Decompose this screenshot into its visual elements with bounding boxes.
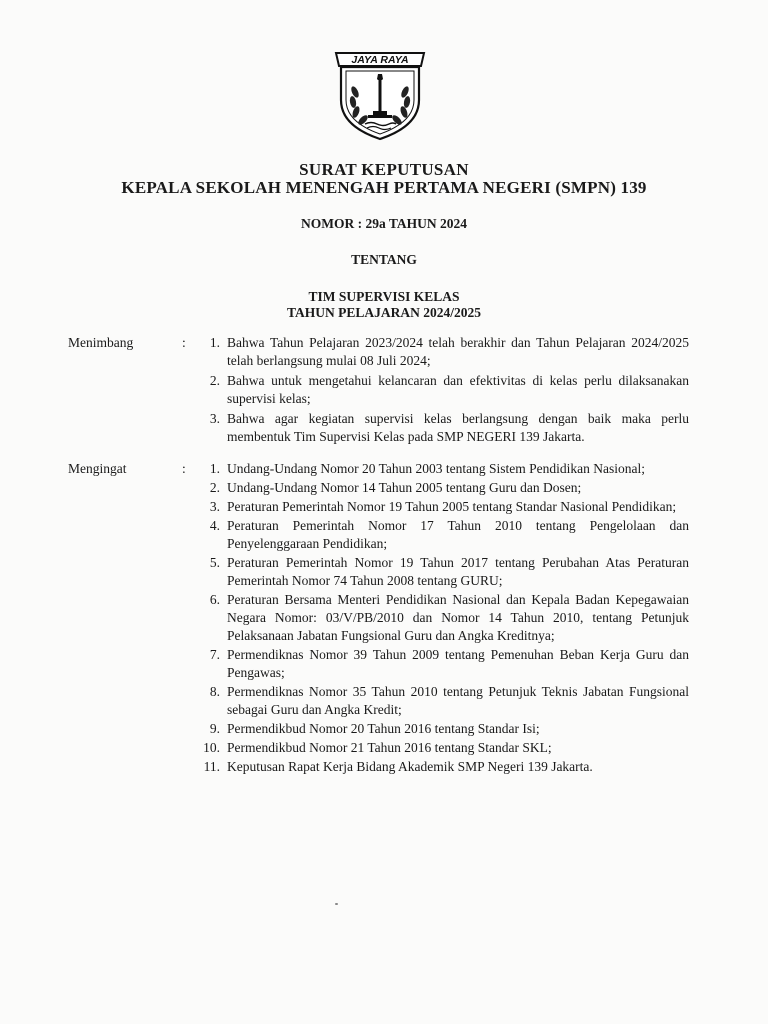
item-number: 6. [209, 592, 220, 607]
item-number: 1. [209, 461, 220, 476]
item-text: Bahwa agar kegiatan supervisi kelas berlangsung dengan baik maka perlu membentuk Tim Supervisi Kelas pada SMP NEGERI 139 Jakarta. [227, 411, 689, 444]
menimbang-label: Menimbang [68, 335, 134, 350]
menimbang-list [199, 334, 689, 448]
list-item [199, 517, 689, 553]
list-item [199, 479, 689, 497]
item-number: 8. [209, 684, 220, 699]
list-item [199, 720, 689, 738]
list-item [199, 739, 689, 757]
item-number: 10. [203, 740, 220, 755]
document-number: NOMOR : 29a TAHUN 2024 [301, 216, 467, 231]
item-text: Permendiknas Nomor 35 Tahun 2010 tentang Petunjuk Teknis Jabatan Fungsional sebagai Guru dan Angka Kredit; [227, 684, 689, 717]
list-item [199, 498, 689, 516]
item-text: Undang-Undang Nomor 14 Tahun 2005 tentang Guru dan Dosen; [227, 480, 582, 495]
list-item [199, 591, 689, 645]
subject-line-2: TAHUN PELAJARAN 2024/2025 [286, 305, 481, 320]
mengingat-list [199, 460, 689, 777]
list-item [199, 554, 689, 590]
item-number: 2. [209, 480, 220, 495]
item-text: Permendikbud Nomor 21 Tahun 2016 tentang Standar SKL; [227, 740, 552, 755]
document-title: SURAT KEPUTUSAN [299, 160, 469, 179]
subject-line-1: TIM SUPERVISI KELAS [308, 289, 460, 304]
item-text: Permendiknas Nomor 39 Tahun 2009 tentang Pemenuhan Beban Kerja Guru dan Pengawas; [227, 647, 689, 680]
mengingat-colon: : [182, 461, 186, 476]
item-text: Undang-Undang Nomor 20 Tahun 2003 tentang Sistem Pendidikan Nasional; [227, 461, 645, 476]
list-item [199, 758, 689, 776]
item-text: Bahwa Tahun Pelajaran 2023/2024 telah berakhir dan Tahun Pelajaran 2024/2025 telah berlangsung mulai 08 Juli 2024; [227, 335, 689, 368]
list-item [199, 334, 689, 370]
item-number: 5. [209, 555, 220, 570]
item-number: 3. [209, 411, 220, 426]
item-number: 9. [209, 721, 220, 736]
item-text: Permendikbud Nomor 20 Tahun 2016 tentang Standar Isi; [227, 721, 540, 736]
item-text: Bahwa untuk mengetahui kelancaran dan efektivitas di kelas perlu dilaksanakan supervisi kelas; [227, 373, 689, 406]
tentang-heading: TENTANG [351, 252, 417, 267]
scan-speck [335, 903, 338, 905]
item-text: Peraturan Pemerintah Nomor 19 Tahun 2017 tentang Perubahan Atas Peraturan Pemerintah Nomor 74 Tahun 2008 tentang GURU; [227, 555, 689, 588]
list-item [199, 646, 689, 682]
item-text: Keputusan Rapat Kerja Bidang Akademik SMP Negeri 139 Jakarta. [227, 759, 593, 774]
item-number: 11. [203, 759, 220, 774]
jakarta-coat-of-arms-icon [333, 48, 427, 142]
item-number: 1. [209, 335, 220, 350]
item-number: 2. [209, 373, 220, 388]
item-text: Peraturan Pemerintah Nomor 19 Tahun 2005 tentang Standar Nasional Pendidikan; [227, 499, 677, 514]
issuer-title: KEPALA SEKOLAH MENENGAH PERTAMA NEGERI (SMPN) 139 [121, 178, 647, 197]
list-item [199, 683, 689, 719]
logo-text: JAYA RAYA [351, 54, 409, 66]
item-text: Peraturan Bersama Menteri Pendidikan Nasional dan Kepala Badan Kepegawaian Negara Nomor: 03/V/PB/2010 dan Nomor 14 Tahun 2010, tentang Petunjuk Pelaksanaan Jabatan Fungsional Guru dan Angka Kreditnya; [227, 592, 689, 643]
item-number: 3. [209, 499, 220, 514]
item-number: 4. [209, 518, 220, 533]
menimbang-colon: : [182, 335, 186, 350]
list-item [199, 372, 689, 408]
list-item [199, 460, 689, 478]
item-text: Peraturan Pemerintah Nomor 17 Tahun 2010 tentang Pengelolaan dan Penyelenggaraan Pendidikan; [227, 518, 689, 551]
mengingat-label: Mengingat [68, 461, 127, 476]
item-number: 7. [209, 647, 220, 662]
list-item [199, 410, 689, 446]
